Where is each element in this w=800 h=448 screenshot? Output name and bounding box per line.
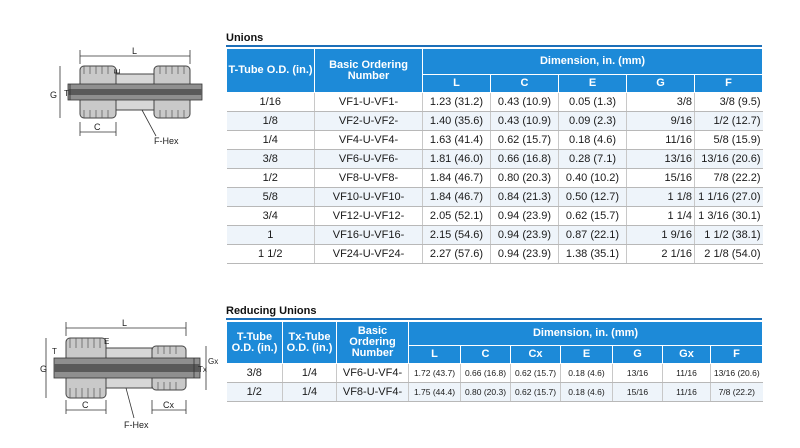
cell-G: 1 1/4 <box>627 207 695 226</box>
col-header-E: E <box>559 75 627 93</box>
cell-G: 15/16 <box>613 383 663 402</box>
col-header-Cx: Cx <box>511 346 561 364</box>
cell-ordering-number: VF4-U-VF4- <box>315 131 423 150</box>
cell-F: 5/8 (15.9) <box>695 131 763 150</box>
cell-ordering-number: VF10-U-VF10- <box>315 188 423 207</box>
dim-label-L: L <box>132 46 138 56</box>
table-row <box>227 226 763 245</box>
table-row <box>227 245 763 264</box>
col-header-dimension: Dimension, in. (mm) <box>423 49 763 75</box>
col-header-tx-tube-od: Tx-Tube O.D. (in.) <box>283 322 337 364</box>
cell-F: 1 1/2 (38.1) <box>695 226 763 245</box>
col-header-C: C <box>491 75 559 93</box>
cell-tx-od: 1/4 <box>283 383 337 402</box>
col-header-L: L <box>409 346 461 364</box>
cell-ordering-number: VF2-U-VF2- <box>315 112 423 131</box>
table-row <box>227 169 763 188</box>
col-header-E: E <box>561 346 613 364</box>
cell-G: 9/16 <box>627 112 695 131</box>
cell-L: 1.81 (46.0) <box>423 150 491 169</box>
cell-od: 1/2 <box>227 383 283 402</box>
col-header-tube-od: T-Tube O.D. (in.) <box>227 322 283 364</box>
cell-L: 2.15 (54.6) <box>423 226 491 245</box>
col-header-Gx: Gx <box>663 346 711 364</box>
cell-F: 13/16 (20.6) <box>695 150 763 169</box>
cell-F: 1 3/16 (30.1) <box>695 207 763 226</box>
union-diagram <box>46 44 216 154</box>
reducing-dim-label-L: L <box>122 318 128 328</box>
dim-label-E: E <box>113 68 122 74</box>
cell-C: 0.80 (20.3) <box>461 383 511 402</box>
cell-G: 13/16 <box>613 364 663 383</box>
cell-ordering-number: VF16-U-VF16- <box>315 226 423 245</box>
unions-title-rule <box>226 45 762 47</box>
cell-G: 2 1/16 <box>627 245 695 264</box>
cell-E: 0.50 (12.7) <box>559 188 627 207</box>
reducing-dim-label-f-hex: F-Hex <box>124 420 149 430</box>
cell-F: 3/8 (9.5) <box>695 93 763 112</box>
cell-L: 1.23 (31.2) <box>423 93 491 112</box>
table-row <box>227 150 763 169</box>
cell-C: 0.94 (23.9) <box>491 245 559 264</box>
cell-Gx: 11/16 <box>663 383 711 402</box>
cell-E: 0.62 (15.7) <box>559 207 627 226</box>
reducing-dim-label-C: C <box>82 400 89 410</box>
cell-F: 7/8 (22.2) <box>695 169 763 188</box>
table-row <box>227 131 763 150</box>
dim-label-G: G <box>50 90 58 100</box>
cell-ordering-number: VF8-U-VF8- <box>315 169 423 188</box>
cell-od: 1 <box>227 226 315 245</box>
reducing-unions-table <box>226 321 763 402</box>
cell-C: 0.43 (10.9) <box>491 93 559 112</box>
cell-C: 0.94 (23.9) <box>491 226 559 245</box>
cell-C: 0.94 (23.9) <box>491 207 559 226</box>
cell-G: 1 1/8 <box>627 188 695 207</box>
col-header-G: G <box>627 75 695 93</box>
reducing-dim-label-G: G <box>40 364 48 374</box>
col-header-F: F <box>695 75 763 93</box>
cell-C: 0.43 (10.9) <box>491 112 559 131</box>
reducing-unions-title: Reducing Unions <box>226 305 317 317</box>
cell-F: 1/2 (12.7) <box>695 112 763 131</box>
col-header-ordering-number: Basic Ordering Number <box>315 49 423 93</box>
cell-od: 5/8 <box>227 188 315 207</box>
cell-E: 0.18 (4.6) <box>561 364 613 383</box>
cell-ordering-number: VF12-U-VF12- <box>315 207 423 226</box>
reducing-dim-label-Tx: Tx <box>198 365 207 374</box>
unions-title: Unions <box>226 32 264 44</box>
cell-E: 0.09 (2.3) <box>559 112 627 131</box>
cell-ordering-number: VF1-U-VF1- <box>315 93 423 112</box>
cell-L: 1.72 (43.7) <box>409 364 461 383</box>
cell-E: 0.87 (22.1) <box>559 226 627 245</box>
cell-C: 0.80 (20.3) <box>491 169 559 188</box>
col-header-F: F <box>711 346 763 364</box>
cell-E: 1.38 (35.1) <box>559 245 627 264</box>
cell-Gx: 11/16 <box>663 364 711 383</box>
cell-G: 11/16 <box>627 131 695 150</box>
col-header-tube-od: T-Tube O.D. (in.) <box>227 49 315 93</box>
cell-od: 1/16 <box>227 93 315 112</box>
reducing-dim-label-T: T <box>52 347 57 356</box>
cell-ordering-number: VF6-U-VF4- <box>337 364 409 383</box>
cell-G: 3/8 <box>627 93 695 112</box>
table-row <box>227 207 763 226</box>
col-header-ordering-number: Basic Ordering Number <box>337 322 409 364</box>
col-header-G: G <box>613 346 663 364</box>
cell-L: 1.63 (41.4) <box>423 131 491 150</box>
cell-E: 0.18 (4.6) <box>559 131 627 150</box>
cell-od: 1/2 <box>227 169 315 188</box>
cell-ordering-number: VF24-U-VF24- <box>315 245 423 264</box>
cell-L: 1.75 (44.4) <box>409 383 461 402</box>
cell-Cx: 0.62 (15.7) <box>511 364 561 383</box>
unions-table <box>226 48 763 264</box>
cell-F: 1 1/16 (27.0) <box>695 188 763 207</box>
cell-od: 1 1/2 <box>227 245 315 264</box>
cell-L: 1.84 (46.7) <box>423 169 491 188</box>
cell-L: 2.27 (57.6) <box>423 245 491 264</box>
cell-tx-od: 1/4 <box>283 364 337 383</box>
dim-label-f-hex: F-Hex <box>154 136 179 146</box>
reducing-union-diagram <box>40 314 220 434</box>
dim-label-C: C <box>94 122 101 132</box>
table-row <box>227 188 763 207</box>
cell-od: 3/8 <box>227 150 315 169</box>
cell-L: 1.40 (35.6) <box>423 112 491 131</box>
cell-G: 1 9/16 <box>627 226 695 245</box>
col-header-L: L <box>423 75 491 93</box>
cell-F: 7/8 (22.2) <box>711 383 763 402</box>
cell-od: 3/4 <box>227 207 315 226</box>
cell-Cx: 0.62 (15.7) <box>511 383 561 402</box>
cell-G: 13/16 <box>627 150 695 169</box>
cell-od: 3/8 <box>227 364 283 383</box>
cell-E: 0.18 (4.6) <box>561 383 613 402</box>
table-row <box>227 93 763 112</box>
cell-F: 13/16 (20.6) <box>711 364 763 383</box>
cell-od: 1/4 <box>227 131 315 150</box>
cell-C: 0.66 (16.8) <box>461 364 511 383</box>
cell-od: 1/8 <box>227 112 315 131</box>
reducing-dim-label-Cx: Cx <box>163 400 174 410</box>
table-row <box>227 112 763 131</box>
cell-C: 0.62 (15.7) <box>491 131 559 150</box>
cell-G: 15/16 <box>627 169 695 188</box>
table-row <box>227 383 763 402</box>
cell-E: 0.28 (7.1) <box>559 150 627 169</box>
cell-ordering-number: VF8-U-VF4- <box>337 383 409 402</box>
reducing-dim-label-Gx: Gx <box>208 357 219 366</box>
dim-label-T: T <box>64 89 69 98</box>
cell-F: 2 1/8 (54.0) <box>695 245 763 264</box>
reducing-dim-label-E: E <box>104 337 110 346</box>
cell-C: 0.66 (16.8) <box>491 150 559 169</box>
cell-ordering-number: VF6-U-VF6- <box>315 150 423 169</box>
reducing-title-rule <box>226 318 762 320</box>
cell-L: 2.05 (52.1) <box>423 207 491 226</box>
col-header-dimension: Dimension, in. (mm) <box>409 322 763 346</box>
col-header-C: C <box>461 346 511 364</box>
table-row <box>227 364 763 383</box>
cell-E: 0.05 (1.3) <box>559 93 627 112</box>
cell-E: 0.40 (10.2) <box>559 169 627 188</box>
cell-L: 1.84 (46.7) <box>423 188 491 207</box>
cell-C: 0.84 (21.3) <box>491 188 559 207</box>
